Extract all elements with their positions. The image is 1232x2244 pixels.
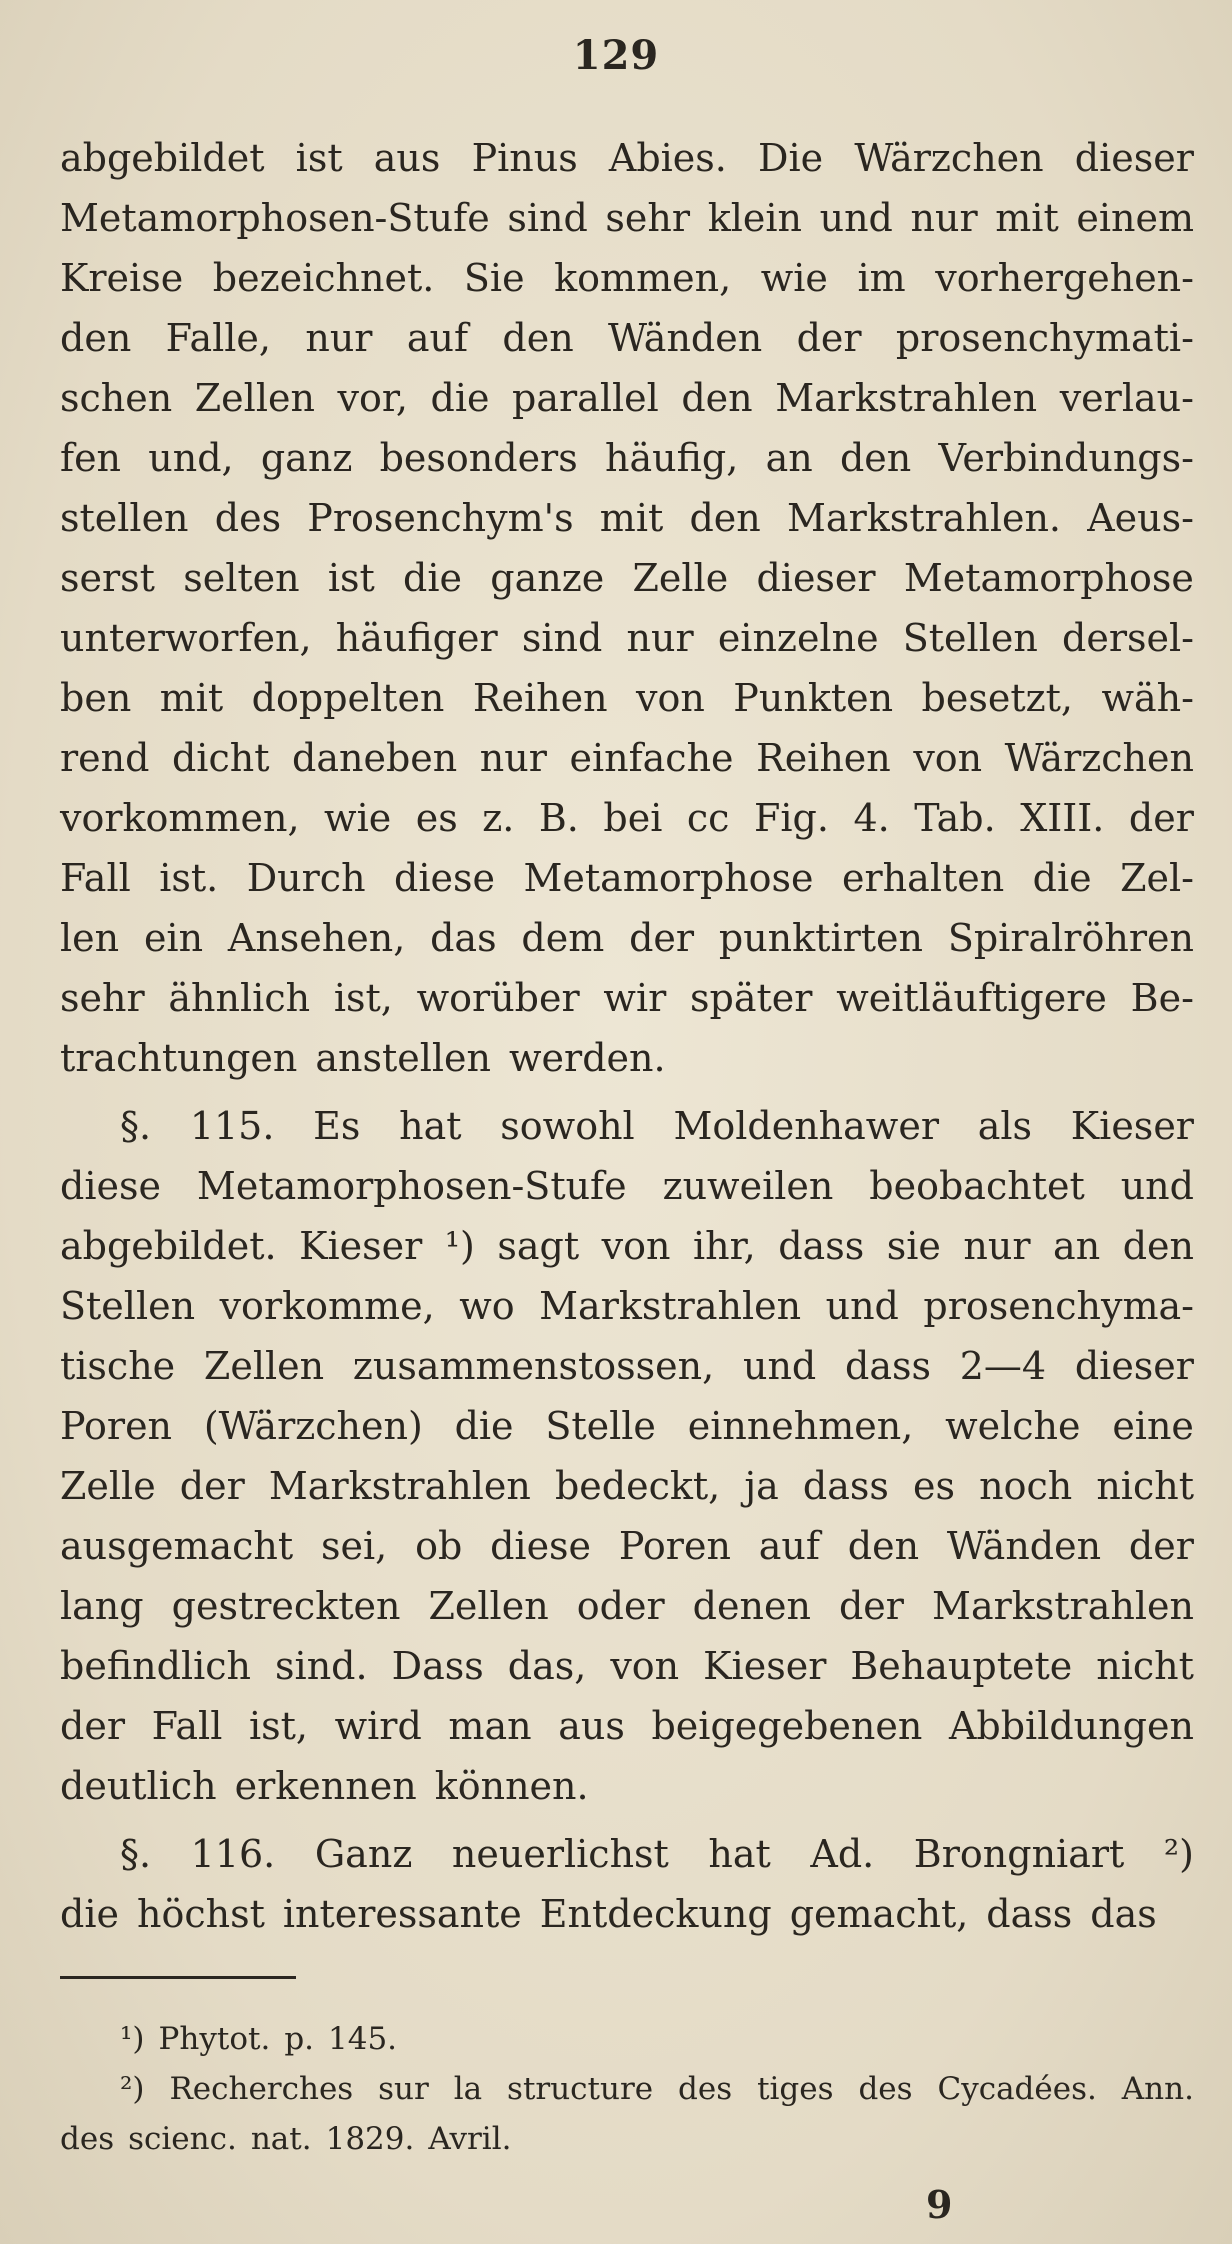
text-line: Poren (Wärzchen) die Stelle einnehmen, welche eine: [60, 1404, 1194, 1448]
footnote-line: ¹) Phytot. p. 145.: [120, 2021, 398, 2057]
text-line: abgebildet ist aus Pinus Abies. Die Wärzchen dieser: [60, 136, 1194, 180]
text-line: der Fall ist, wird man aus beigegebenen Abbildungen: [60, 1704, 1194, 1748]
text-line: Zelle der Markstrahlen bedeckt, ja dass es noch nicht: [60, 1464, 1194, 1508]
text-line: abgebildet. Kieser ¹) sagt von ihr, dass sie nur an den: [60, 1224, 1194, 1268]
footnote-rule: [60, 1976, 296, 1979]
text-line: len ein Ansehen, das dem der punktirten Spiralröhren: [60, 916, 1194, 960]
footnote-line: des scienc. nat. 1829. Avril.: [60, 2121, 512, 2157]
text-line: diese Metamorphosen-Stufe zuweilen beobachtet und: [60, 1164, 1194, 1208]
footnote-line: ²) Recherches sur la structure des tiges des Cycadées. Ann.: [120, 2071, 1194, 2107]
text-line: Fall ist. Durch diese Metamorphose erhalten die Zel-: [60, 856, 1194, 900]
text-line: stellen des Prosenchym's mit den Markstrahlen. Aeus-: [60, 496, 1194, 540]
text-line: sehr ähnlich ist, worüber wir später weitläuftigere Be-: [60, 976, 1194, 1020]
text-line: den Falle, nur auf den Wänden der prosenchymati-: [60, 316, 1194, 360]
text-line: serst selten ist die ganze Zelle dieser Metamorphose: [60, 556, 1194, 600]
text-line: trachtungen anstellen werden.: [60, 1036, 666, 1080]
text-line: deutlich erkennen können.: [60, 1764, 589, 1808]
text-line: lang gestreckten Zellen oder denen der Markstrahlen: [60, 1584, 1194, 1628]
text-line: befindlich sind. Dass das, von Kieser Behauptete nicht: [60, 1644, 1194, 1688]
text-line: Metamorphosen-Stufe sind sehr klein und nur mit einem: [60, 196, 1194, 240]
text-line: ben mit doppelten Reihen von Punkten besetzt, wäh-: [60, 676, 1194, 720]
text-line: fen und, ganz besonders häufig, an den Verbindungs-: [60, 436, 1194, 480]
text-line: Kreise bezeichnet. Sie kommen, wie im vorhergehen-: [60, 256, 1194, 300]
body-text: [60, 128, 1194, 1944]
text-line: die höchst interessante Entdeckung gemacht, dass das: [60, 1892, 1157, 1936]
footnotes: [60, 2014, 1194, 2164]
text-line: §. 116. Ganz neuerlichst hat Ad. Brongniart ²): [120, 1832, 1194, 1876]
text-line: schen Zellen vor, die parallel den Markstrahlen verlau-: [60, 376, 1194, 420]
text-line: ausgemacht sei, ob diese Poren auf den Wänden der: [60, 1524, 1194, 1568]
text-line: Stellen vorkomme, wo Markstrahlen und prosenchyma-: [60, 1284, 1194, 1328]
text-line: §. 115. Es hat sowohl Moldenhawer als Kieser: [120, 1104, 1194, 1148]
text-line: tische Zellen zusammenstossen, und dass 2—4 dieser: [60, 1344, 1194, 1388]
page-number: 129: [572, 32, 660, 79]
text-line: unterworfen, häufiger sind nur einzelne Stellen dersel-: [60, 616, 1194, 660]
signature-mark: 9: [926, 2182, 953, 2227]
text-line: rend dicht daneben nur einfache Reihen von Wärzchen: [60, 736, 1194, 780]
text-line: vorkommen, wie es z. B. bei cc Fig. 4. Tab. XIII. der: [60, 796, 1194, 840]
